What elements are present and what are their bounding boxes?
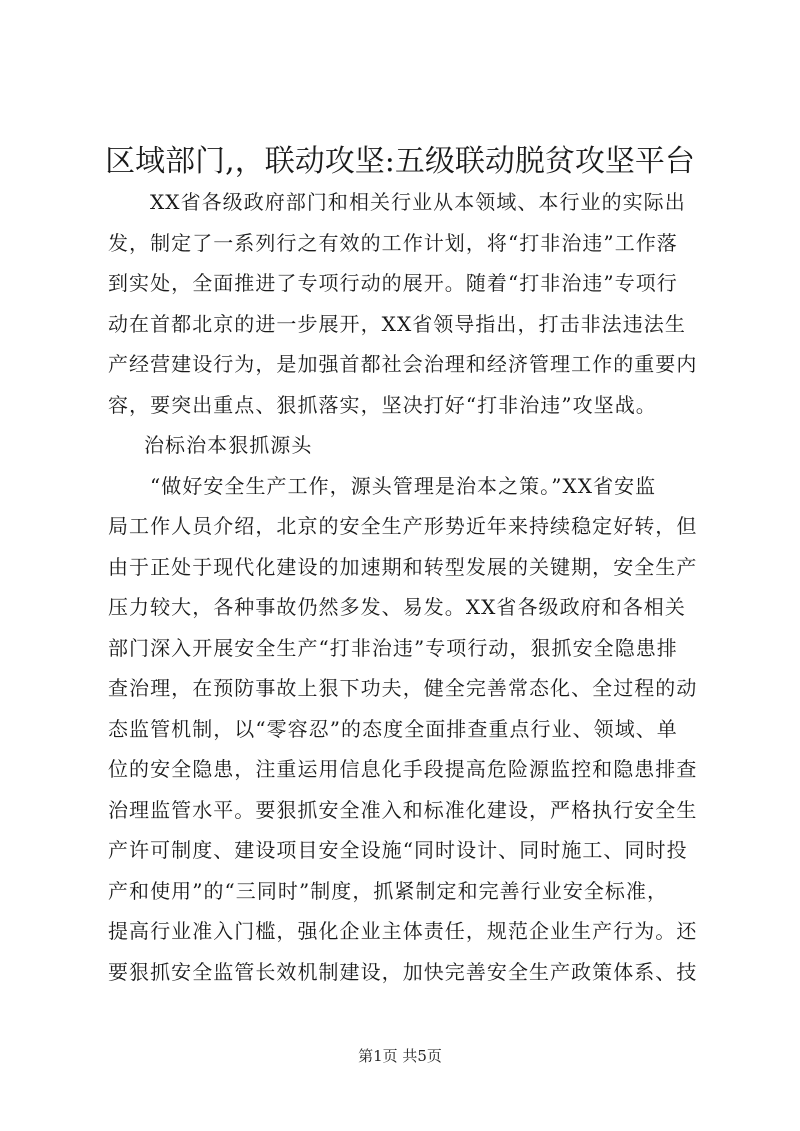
paragraph-line: 容，要突出重点、狠抓落实，坚决打好“打非治违”攻坚战。 bbox=[108, 392, 657, 417]
paragraph-line: 态监管机制，以“零容忍”的态度全面排查重点行业、领域、单 bbox=[108, 716, 678, 741]
paragraph-line: 部门深入开展安全生产“打非治违”专项行动，狠抓安全隐患排 bbox=[108, 635, 678, 660]
paragraph-line: 由于正处于现代化建设的加速期和转型发展的关键期，安全生产 bbox=[108, 554, 698, 579]
paragraph-line: 动在首都北京的进一步展开，XX省领导指出，打击非法违法生 bbox=[108, 311, 686, 336]
paragraph-line: 位的安全隐患，注重运用信息化手段提高危险源监控和隐患排查 bbox=[108, 757, 698, 781]
paragraph-line: 产和使用”的“三同时”制度，抓紧制定和完善行业安全标准， bbox=[108, 878, 669, 903]
document-body bbox=[108, 182, 708, 992]
paragraph-line: 治理监管水平。要狠抓安全准入和标准化建设，严格执行安全生 bbox=[108, 797, 698, 822]
page-number-footer: 第1页 共5页 bbox=[358, 1047, 442, 1065]
paragraph-line: 发，制定了一系列行之有效的工作计划，将“打非治违”工作落 bbox=[108, 230, 678, 255]
paragraph-line: 要狠抓安全监管长效机制建设，加快完善安全生产政策体系、技 bbox=[108, 959, 698, 984]
section-heading: 治标治本狠抓源头 bbox=[144, 433, 313, 457]
paragraph-line: 产经营建设行为，是加强首都社会治理和经济管理工作的重要内 bbox=[108, 352, 698, 376]
paragraph-line: “做好安全生产工作，源头管理是治本之策。”XX省安监 bbox=[150, 473, 657, 498]
paragraph-line: 产许可制度、建设项目安全设施“同时设计、同时施工、同时投 bbox=[108, 838, 688, 862]
paragraph-line: 查治理，在预防事故上狠下功夫，健全完善常态化、全过程的动 bbox=[108, 676, 698, 700]
paragraph-line: XX省各级政府部门和相关行业从本领域、本行业的实际出 bbox=[150, 190, 686, 214]
paragraph-line: 到实处，全面推进了专项行动的展开。随着“打非治违”专项行 bbox=[108, 271, 678, 295]
paragraph-line: 压力较大，各种事故仍然多发、易发。XX省各级政府和各相关 bbox=[108, 595, 686, 619]
document-title: 区域部门,，联动攻坚:五级联动脱贫攻坚平台 bbox=[105, 144, 695, 179]
paragraph-line: 局工作人员介绍，北京的安全生产形势近年来持续稳定好转，但 bbox=[108, 514, 698, 538]
paragraph-line: 提高行业准入门槛，强化企业主体责任，规范企业生产行为。还 bbox=[108, 919, 698, 943]
